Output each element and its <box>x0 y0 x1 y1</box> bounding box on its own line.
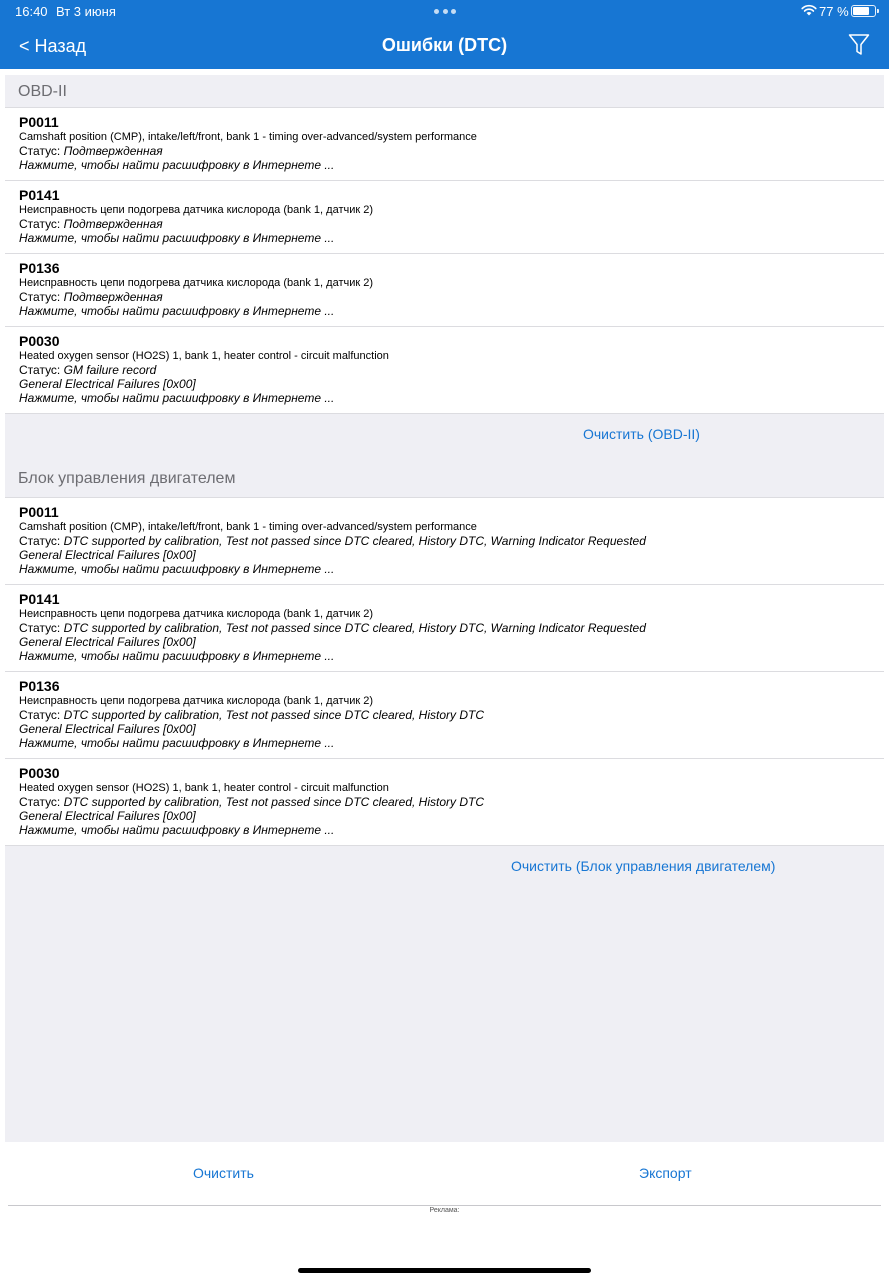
dtc-code: P0136 <box>19 260 60 276</box>
multitasking-dots-icon[interactable] <box>434 9 456 14</box>
dtc-description: Camshaft position (CMP), intake/left/front, bank 1 - timing over-advanced/system performance <box>19 521 477 533</box>
dtc-status-value: DTC supported by calibration, Test not passed since DTC cleared, History DTC <box>63 795 485 809</box>
dtc-row[interactable] <box>5 759 884 846</box>
page-title: Ошибки (DTC) <box>381 35 508 55</box>
section-obd2-items <box>5 108 884 414</box>
dtc-list[interactable] <box>5 75 884 1142</box>
dtc-status-label: Статус: <box>19 795 61 809</box>
dtc-status-value: GM failure record <box>63 363 157 377</box>
dtc-code: P0030 <box>19 333 60 349</box>
battery-percent: 77 % <box>819 4 849 19</box>
export-button[interactable]: Экспорт <box>639 1165 692 1181</box>
dtc-description: Неисправность цепи подогрева датчика кислорода (bank 1, датчик 2) <box>19 277 374 289</box>
dtc-status <box>19 363 870 377</box>
dtc-description: Camshaft position (CMP), intake/left/front, bank 1 - timing over-advanced/system performance <box>19 131 477 143</box>
dtc-row[interactable] <box>5 327 884 414</box>
dtc-search-hint[interactable]: Нажмите, чтобы найти расшифровку в Интернете ... <box>19 158 335 172</box>
clear-all-button[interactable]: Очистить <box>193 1165 254 1181</box>
dtc-status <box>19 144 870 158</box>
dtc-code: P0030 <box>19 765 60 781</box>
dtc-status-value: Подтвержденная <box>63 144 163 158</box>
dtc-status <box>19 708 870 722</box>
dtc-description: Heated oxygen sensor (HO2S) 1, bank 1, heater control - circuit malfunction <box>19 350 389 362</box>
dtc-status <box>19 290 870 304</box>
dtc-search-hint[interactable]: Нажмите, чтобы найти расшифровку в Интернете ... <box>19 562 335 576</box>
dtc-description: Неисправность цепи подогрева датчика кислорода (bank 1, датчик 2) <box>19 608 374 620</box>
clear-obd2-row <box>5 414 884 456</box>
dtc-status-label: Статус: <box>19 363 61 377</box>
dtc-status-value: DTC supported by calibration, Test not passed since DTC cleared, History DTC <box>63 708 485 722</box>
dtc-failure-type: General Electrical Failures [0x00] <box>19 635 196 649</box>
dtc-code: P0011 <box>19 114 59 130</box>
status-bar <box>0 0 889 22</box>
dtc-status-label: Статус: <box>19 144 61 158</box>
dtc-code: P0141 <box>19 187 60 203</box>
dtc-failure-type: General Electrical Failures [0x00] <box>19 377 196 391</box>
dtc-description: Heated oxygen sensor (HO2S) 1, bank 1, heater control - circuit malfunction <box>19 782 389 794</box>
dtc-code: P0011 <box>19 504 59 520</box>
status-time: 16:40 <box>15 4 48 19</box>
back-button[interactable]: < Назад <box>19 36 87 56</box>
dtc-status <box>19 795 870 809</box>
dtc-description: Неисправность цепи подогрева датчика кислорода (bank 1, датчик 2) <box>19 204 374 216</box>
dtc-status-value: DTC supported by calibration, Test not passed since DTC cleared, History DTC, Warning Indicator Requested <box>63 621 646 635</box>
dtc-row[interactable] <box>5 254 884 327</box>
dtc-row[interactable] <box>5 181 884 254</box>
dtc-status <box>19 534 870 548</box>
dtc-search-hint[interactable]: Нажмите, чтобы найти расшифровку в Интернете ... <box>19 736 335 750</box>
dtc-failure-type: General Electrical Failures [0x00] <box>19 722 196 736</box>
section-header-obd2: OBD-II <box>5 75 884 108</box>
dtc-status-value: Подтвержденная <box>63 290 163 304</box>
dtc-description: Неисправность цепи подогрева датчика кислорода (bank 1, датчик 2) <box>19 695 374 707</box>
dtc-row[interactable] <box>5 585 884 672</box>
dtc-row[interactable] <box>5 672 884 759</box>
section-header-engine: Блок управления двигателем <box>5 456 884 498</box>
dtc-failure-type: General Electrical Failures [0x00] <box>19 548 196 562</box>
dtc-failure-type: General Electrical Failures [0x00] <box>19 809 196 823</box>
dtc-status-value: Подтвержденная <box>63 217 163 231</box>
dtc-status-label: Статус: <box>19 534 61 548</box>
battery-icon <box>851 5 876 17</box>
ad-label: Реклама: <box>429 1207 460 1214</box>
wifi-icon <box>801 4 817 16</box>
dtc-search-hint[interactable]: Нажмите, чтобы найти расшифровку в Интернете ... <box>19 231 335 245</box>
clear-engine-button[interactable]: Очистить (Блок управления двигателем) <box>511 858 776 874</box>
dtc-status-label: Статус: <box>19 708 61 722</box>
dtc-status <box>19 621 870 635</box>
divider <box>8 1205 881 1206</box>
dtc-search-hint[interactable]: Нажмите, чтобы найти расшифровку в Интернете ... <box>19 391 335 405</box>
home-indicator[interactable] <box>298 1268 591 1273</box>
section-engine-items <box>5 498 884 846</box>
dtc-status <box>19 217 870 231</box>
dtc-row[interactable] <box>5 108 884 181</box>
dtc-search-hint[interactable]: Нажмите, чтобы найти расшифровку в Интернете ... <box>19 823 335 837</box>
dtc-search-hint[interactable]: Нажмите, чтобы найти расшифровку в Интернете ... <box>19 304 335 318</box>
dtc-status-label: Статус: <box>19 290 61 304</box>
filter-icon[interactable] <box>848 33 870 57</box>
dtc-code: P0141 <box>19 591 60 607</box>
top-bar <box>0 0 889 69</box>
status-date: Вт 3 июня <box>56 4 116 19</box>
dtc-status-label: Статус: <box>19 621 61 635</box>
dtc-status-label: Статус: <box>19 217 61 231</box>
dtc-search-hint[interactable]: Нажмите, чтобы найти расшифровку в Интернете ... <box>19 649 335 663</box>
clear-obd2-button[interactable]: Очистить (OBD-II) <box>583 426 700 442</box>
dtc-status-value: DTC supported by calibration, Test not passed since DTC cleared, History DTC, Warning Indicator Requested <box>63 534 646 548</box>
navigation-bar <box>0 22 889 69</box>
dtc-code: P0136 <box>19 678 60 694</box>
dtc-row[interactable] <box>5 498 884 585</box>
clear-engine-row <box>5 846 884 888</box>
